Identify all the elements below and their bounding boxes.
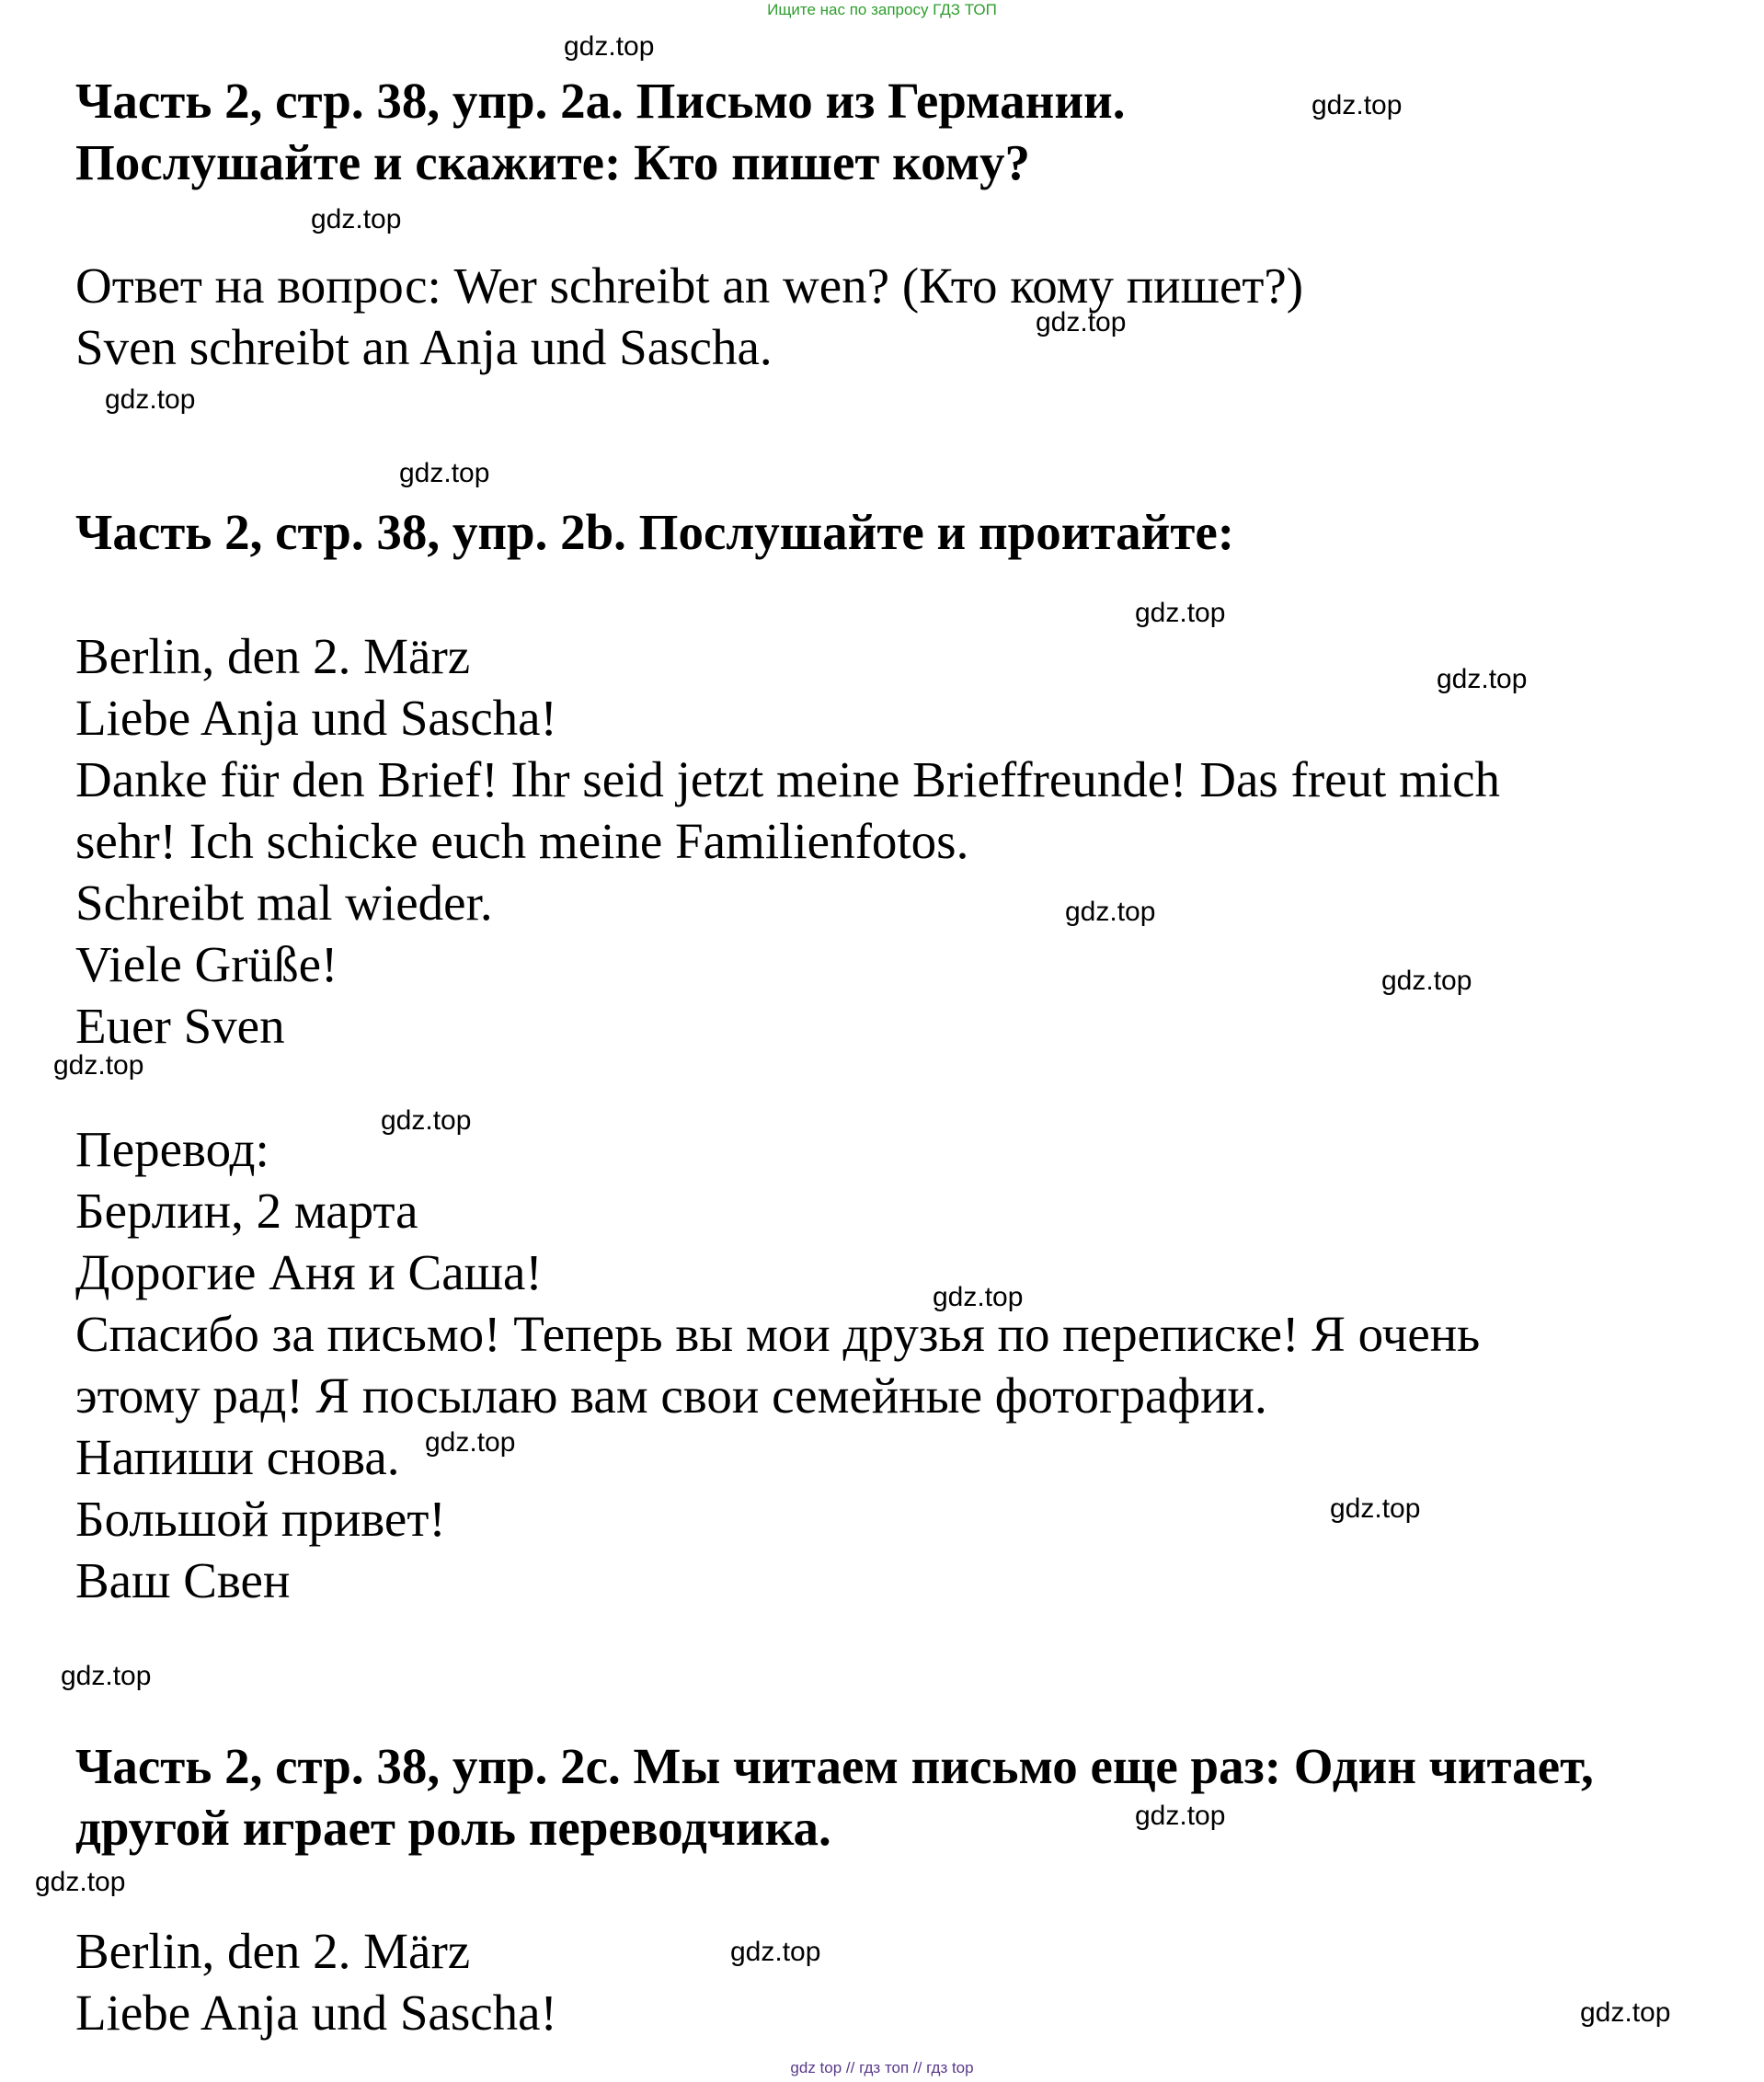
translation-line: Спасибо за письмо! Теперь вы мои друзья по переписке! Я очень [75, 1306, 1481, 1362]
watermark: gdz.top [311, 204, 402, 235]
watermark: gdz.top [105, 384, 196, 415]
heading-line: Послушайте и скажите: Кто пишет кому? [75, 134, 1031, 190]
translation-line: этому рад! Я посылаю вам свои семейные фотографии. [75, 1367, 1267, 1424]
answer-line: Ответ на вопрос: Wer schreibt an wen? (Кто кому пишет?) [75, 257, 1304, 314]
watermark: gdz.top [1580, 1997, 1671, 2028]
heading-line: Часть 2, стр. 38, упр. 2с. Мы читаем письмо еще раз: Один читает, [75, 1738, 1594, 1794]
exercise-2c-heading [75, 1735, 1749, 1859]
watermark: gdz.top [53, 1050, 144, 1081]
watermark: gdz.top [1312, 90, 1403, 120]
letter-line: Berlin, den 2. März [75, 628, 471, 684]
translation-line: Большой привет! [75, 1491, 446, 1547]
translation-line: Дорогие Аня и Саша! [75, 1244, 543, 1300]
letter-line: Liebe Anja und Sascha! [75, 690, 557, 746]
translation-label: Перевод: [75, 1121, 269, 1177]
letter-line: Viele Grüße! [75, 936, 338, 992]
watermark: gdz.top [1135, 1801, 1226, 1831]
heading-line: Часть 2, стр. 38, упр. 2а. Письмо из Германии. [75, 73, 1126, 129]
answer-line: Sven schreibt an Anja und Sascha. [75, 319, 773, 375]
watermark: gdz.top [35, 1867, 126, 1897]
watermark: gdz.top [425, 1427, 516, 1458]
footer-links[interactable]: gdz top // гдз топ // гдз top [790, 2059, 974, 2076]
top-banner[interactable]: Ищите нас по запросу ГДЗ ТОП [767, 1, 997, 18]
letter-line: Euer Sven [75, 998, 285, 1054]
exercise-2a-heading [75, 70, 1749, 193]
heading-line: Часть 2, стр. 38, упр. 2b. Послушайте и проитайте: [75, 504, 1235, 560]
watermark: gdz.top [1065, 897, 1156, 927]
watermark: gdz.top [399, 458, 490, 488]
letter-line: Liebe Anja und Sascha! [75, 1985, 557, 2041]
translation-line: Ваш Свен [75, 1552, 291, 1608]
watermark: gdz.top [381, 1105, 472, 1136]
watermark: gdz.top [1036, 307, 1127, 337]
watermark: gdz.top [1330, 1493, 1421, 1524]
letter-line: sehr! Ich schicke euch meine Familienfotos. [75, 813, 969, 869]
watermark: gdz.top [730, 1937, 821, 1967]
watermark: gdz.top [1381, 966, 1472, 996]
heading-line: другой играет роль переводчика. [75, 1800, 831, 1856]
exercise-2b-heading [75, 501, 1749, 563]
letter-line: Schreibt mal wieder. [75, 875, 493, 931]
watermark: gdz.top [1135, 598, 1226, 628]
translation-line: Берлин, 2 марта [75, 1183, 418, 1239]
letter-line: Danke für den Brief! Ihr seid jetzt meine Brieffreunde! Das freut mich [75, 751, 1501, 807]
watermark: gdz.top [933, 1282, 1024, 1312]
translation-line: Напиши снова. [75, 1429, 400, 1485]
watermark: gdz.top [61, 1661, 152, 1691]
letter-line: Berlin, den 2. März [75, 1923, 471, 1979]
watermark: gdz.top [1437, 664, 1528, 694]
watermark: gdz.top [564, 31, 655, 62]
